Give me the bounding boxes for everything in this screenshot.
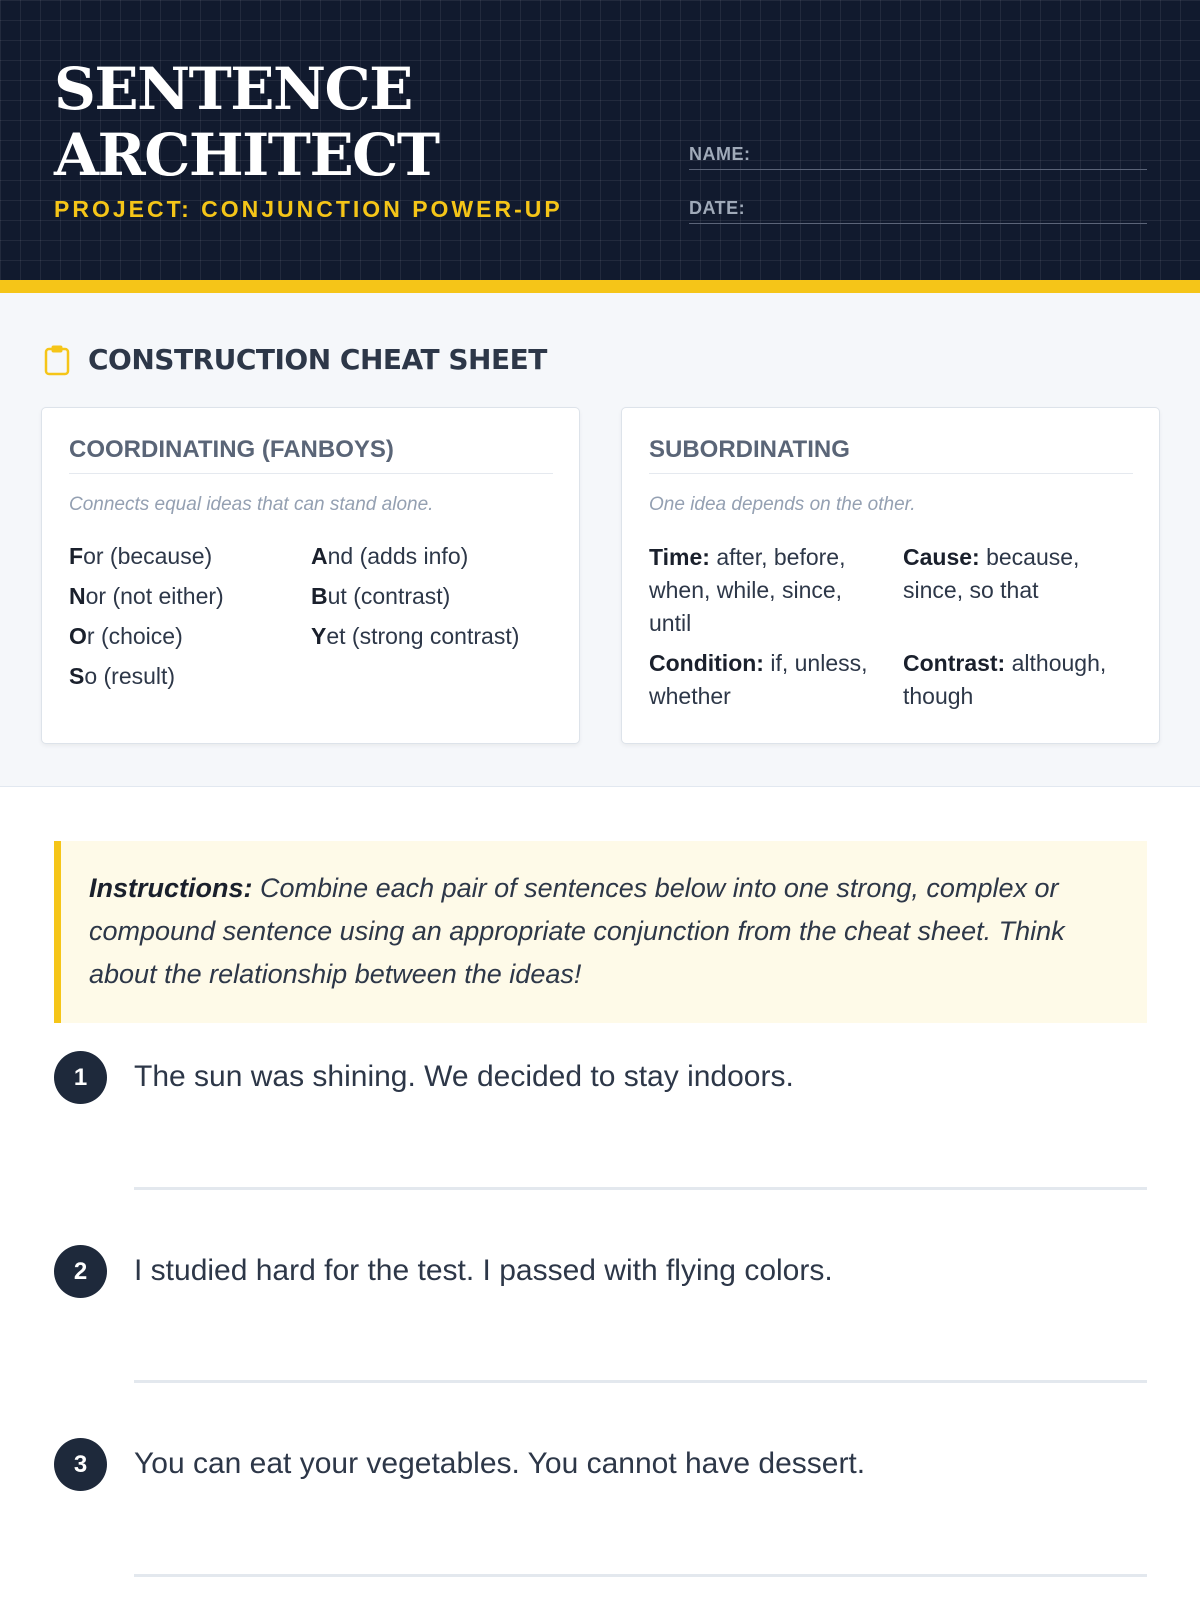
fanboys-initial: S [69, 663, 85, 689]
header-accent-bar [0, 280, 1200, 293]
title-line-1: SENTENCE [54, 55, 412, 123]
group-words: after, before, when, while, since, until [649, 544, 846, 636]
coordinating-title: COORDINATING (FANBOYS) [69, 436, 553, 474]
fanboys-text: or (not either) [85, 583, 224, 609]
exercise-number-badge: 2 [54, 1245, 107, 1298]
coordinating-description: Connects equal ideas that can stand alone. [69, 494, 434, 515]
fanboys-initial: A [311, 543, 328, 569]
coordinating-card [41, 407, 580, 744]
instructions-box [54, 841, 1147, 1023]
subordinating-group-time [649, 541, 889, 640]
instructions-label: Instructions: [89, 873, 253, 903]
group-label: Cause: [903, 544, 980, 570]
answer-line[interactable] [134, 1380, 1147, 1383]
fanboys-item [69, 583, 224, 610]
subordinating-group-condition [649, 647, 889, 713]
exercise-prompt: I studied hard for the test. I passed with flying colors. [134, 1254, 833, 1287]
fanboys-item [69, 663, 175, 690]
fanboys-initial: N [69, 583, 86, 609]
subordinating-group-contrast [903, 647, 1143, 713]
answer-line[interactable] [134, 1574, 1147, 1577]
answer-line[interactable] [134, 1187, 1147, 1190]
exercise-number-badge: 3 [54, 1438, 107, 1491]
date-field[interactable] [689, 198, 1147, 224]
fanboys-item [311, 543, 468, 570]
fanboys-text: o (result) [84, 663, 176, 689]
exercise-prompt: The sun was shining. We decided to stay indoors. [134, 1060, 794, 1093]
worksheet-title [54, 56, 614, 188]
subordinating-group-cause [903, 541, 1143, 607]
clipboard-icon [44, 344, 70, 376]
group-label: Time: [649, 544, 710, 570]
fanboys-initial: Y [311, 623, 327, 649]
exercise-prompt: You can eat your vegetables. You cannot have dessert. [134, 1447, 866, 1480]
worksheet-header [0, 0, 1200, 280]
group-words: if, unless, whether [649, 650, 868, 709]
group-words: although, though [903, 650, 1107, 709]
subordinating-title: SUBORDINATING [649, 436, 1133, 474]
group-words: because, since, so that [903, 544, 1080, 603]
fanboys-initial: F [69, 543, 84, 569]
subordinating-description: One idea depends on the other. [649, 494, 916, 515]
fanboys-text: et (strong contrast) [326, 623, 520, 649]
project-subtitle: PROJECT: CONJUNCTION POWER-UP [54, 196, 563, 222]
cheat-sheet-title: CONSTRUCTION CHEAT SHEET [88, 343, 547, 376]
name-label: NAME: [689, 144, 751, 164]
fanboys-initial: O [69, 623, 87, 649]
fanboys-item [311, 623, 519, 650]
cheat-sheet-heading [44, 343, 547, 376]
group-label: Contrast: [903, 650, 1006, 676]
date-label: DATE: [689, 198, 746, 218]
title-line-2: ARCHITECT [54, 121, 439, 189]
fanboys-text: nd (adds info) [327, 543, 469, 569]
name-field[interactable] [689, 144, 1147, 170]
fanboys-item [69, 623, 183, 650]
group-label: Condition: [649, 650, 764, 676]
instructions-text: Combine each pair of sentences below into one strong, complex or compound sentence using an appropriate conjunction from the cheat sheet. Think about the relationship between the ideas! [89, 873, 1065, 989]
fanboys-text: or (because) [83, 543, 213, 569]
cheat-sheet-section [0, 293, 1200, 787]
fanboys-item [311, 583, 450, 610]
exercise-number-badge: 1 [54, 1051, 107, 1104]
fanboys-text: r (choice) [86, 623, 183, 649]
fanboys-text: ut (contrast) [327, 583, 451, 609]
fanboys-item [69, 543, 212, 570]
fanboys-initial: B [311, 583, 328, 609]
subordinating-card [621, 407, 1160, 744]
